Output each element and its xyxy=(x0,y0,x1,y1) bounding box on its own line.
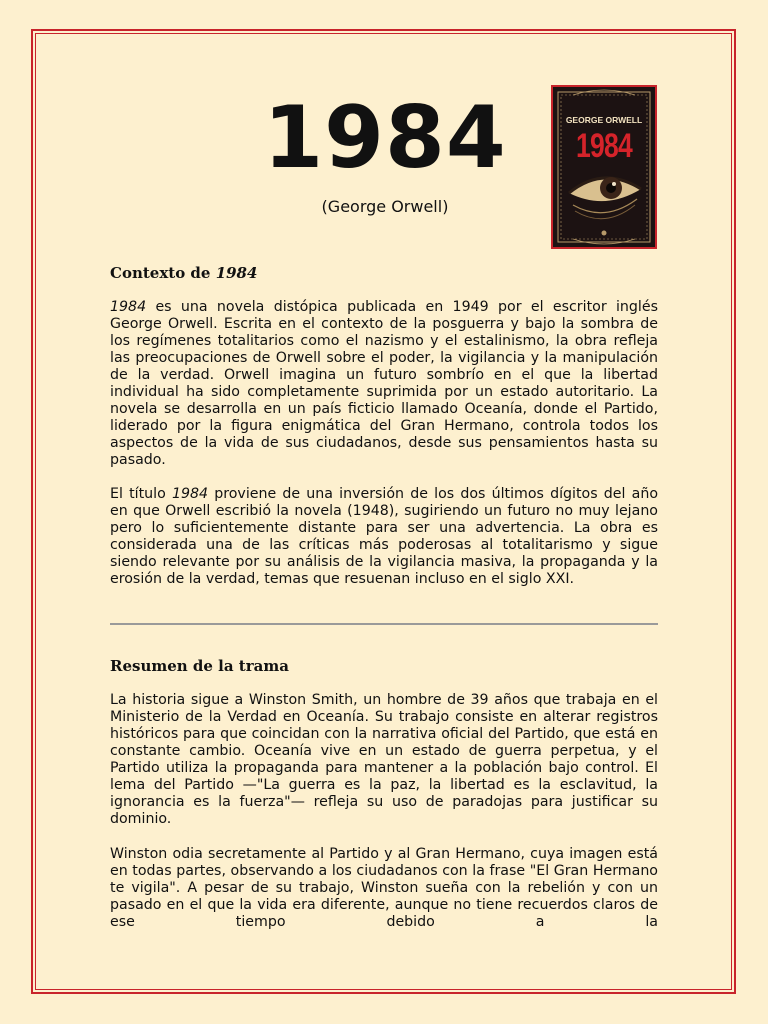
heading-emphasis: 1984 xyxy=(215,264,258,282)
paragraph-plot-1 xyxy=(110,692,658,828)
paragraph-plot-2 xyxy=(110,846,658,931)
cover-title-text: 1984 xyxy=(576,127,632,165)
paragraph-text: Winston odia secretamente al Partido y al Gran Hermano, cuya imagen está en todas partes, observando a los ciudadanos con la frase "El Gran Hermano te vigila". A pesar de su trabajo, Winston sueña con la rebelión y con un pasado en el que la vida era diferente, aunque no tiene recuerdos claros de ese tiempo debido a la xyxy=(110,846,658,930)
author-line: (George Orwell) xyxy=(321,197,449,216)
section-heading-plot: Resumen de la trama xyxy=(110,657,289,675)
page-title: 1984 xyxy=(263,88,507,188)
title-emphasis: 1984 xyxy=(171,486,209,502)
book-cover-image xyxy=(551,85,657,249)
paragraph-text-pre: El título xyxy=(110,486,172,502)
section-divider xyxy=(110,623,658,625)
cover-art xyxy=(553,87,655,247)
paragraph-text: La historia sigue a Winston Smith, un hombre de 39 años que trabaja en el Ministerio de la Verdad en Oceanía. Su trabajo consiste en alterar registros históricos para que coincidan con la narrativa oficial del Partido, que está en constante cambio. Oceanía vive en un estado de guerra perpetua, y el Partido utiliza la propaganda para mantener a la población bajo control. El lema del Partido —"La guerra es la paz, la libertad es la esclavitud, la ignorancia es la fuerza"— refleja su uso de paradojas para justificar su dominio. xyxy=(110,692,658,827)
paragraph-context-2 xyxy=(110,486,658,588)
paragraph-text: es una novela distópica publicada en 1949 por el escritor inglés George Orwell. Escrita en el contexto de la posguerra y bajo la sombra de los regímenes totalitarios como el nazismo y el estalinismo, la obra refleja las preocupaciones de Orwell sobre el poder, la vigilancia y la manipulación de la verdad. Orwell imagina un futuro sombrío en el que la libertad individual ha sido completamente suprimida por un estado autoritario. La novela se desarrolla en un país ficticio llamado Oceanía, donde el Partido, liderado por la figura enigmática del Gran Hermano, controla todos los aspectos de la vida de sus ciudadanos, desde sus pensamientos hasta su pasado. xyxy=(110,299,658,468)
title-emphasis: 1984 xyxy=(110,299,147,315)
paragraph-context-1 xyxy=(110,299,658,469)
heading-text: Contexto de xyxy=(110,264,216,282)
paragraph-text: proviene de una inversión de los dos últimos dígitos del año en que Orwell escribió la novela (1948), sugiriendo un futuro no muy lejano pero lo suficientemente distante para ser una advertencia. La obra es considerada una de las críticas más poderosas al totalitarismo y sigue siendo relevante por su análisis de la vigilancia masiva, la propaganda y la erosión de la verdad, temas que resuenan incluso en el siglo XXI. xyxy=(110,486,658,587)
section-heading-context xyxy=(110,263,658,283)
cover-author-text: GEORGE ORWELL xyxy=(565,115,643,125)
